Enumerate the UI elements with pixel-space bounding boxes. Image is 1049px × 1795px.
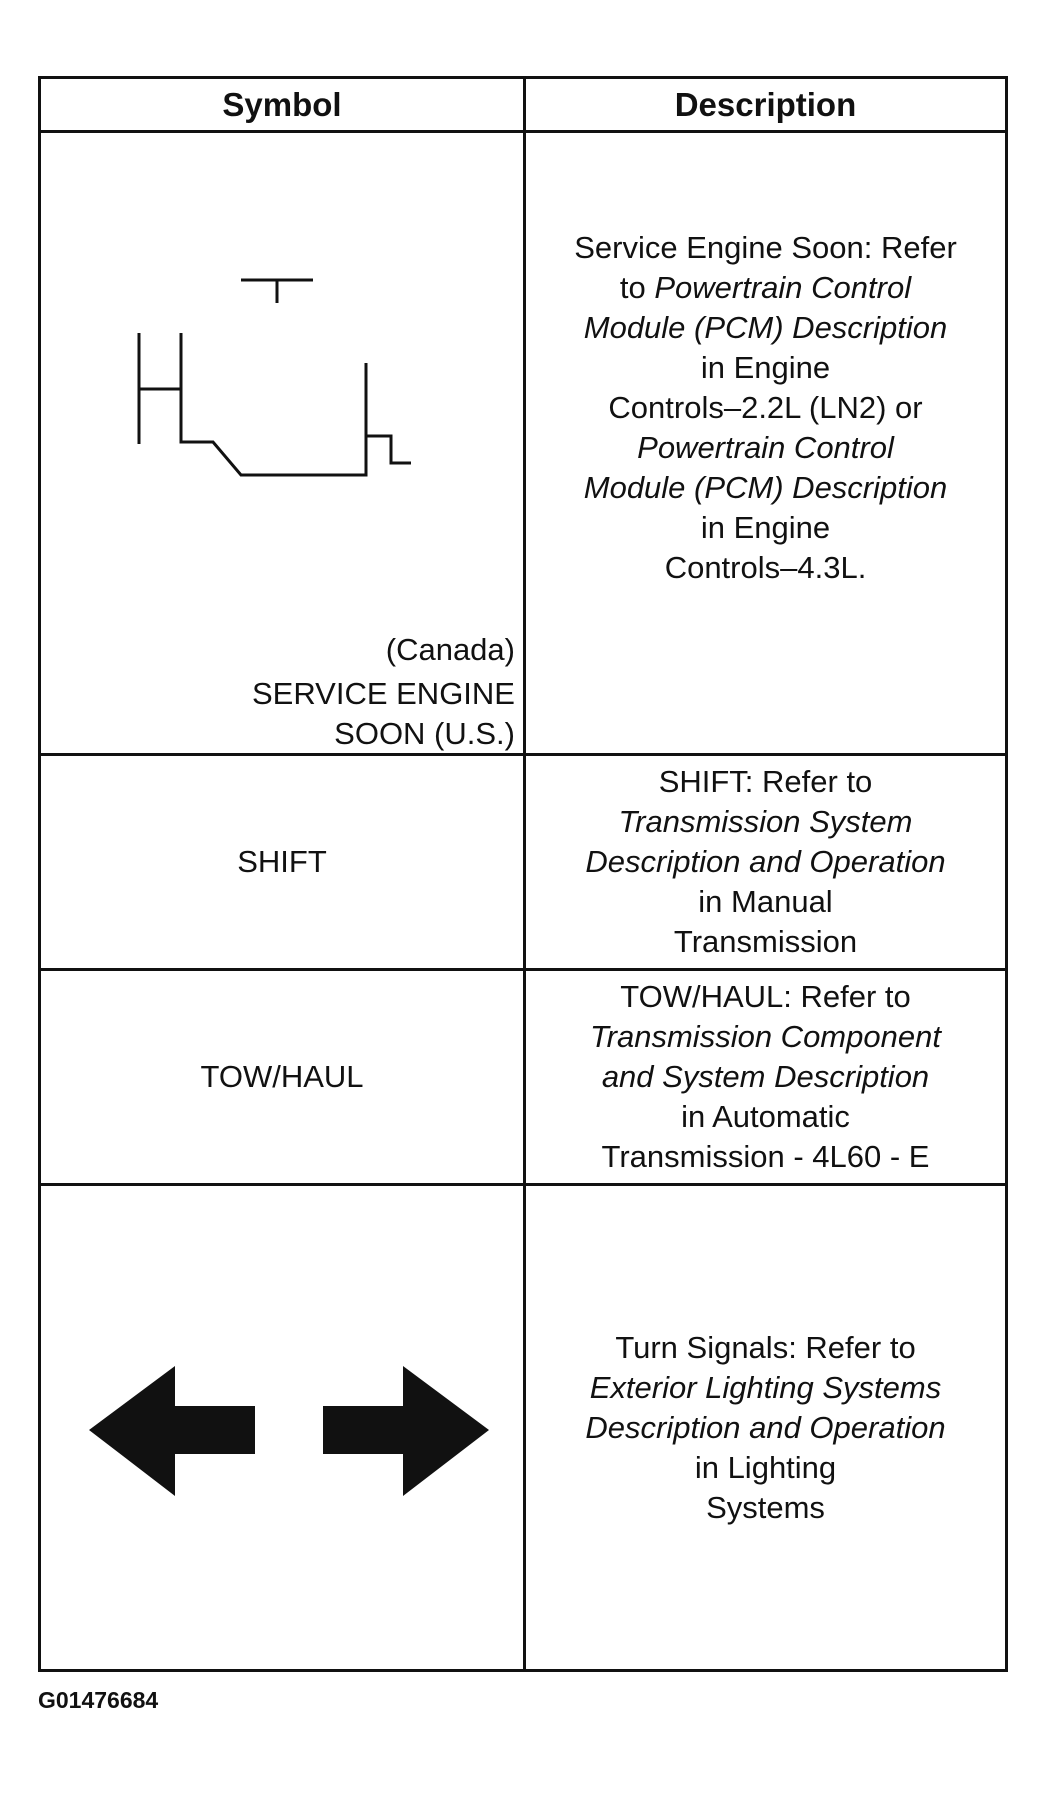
row-turn-signal-symbol <box>41 1186 523 1669</box>
desc-line: Description and Operation <box>585 844 946 879</box>
right-arrow-icon <box>323 1366 489 1496</box>
desc-line: in Engine <box>700 510 831 545</box>
row-towhaul-symbol: TOW/HAUL <box>200 1059 364 1094</box>
desc-line: Module (PCM) Description <box>583 310 948 345</box>
desc-line: Powertrain Control <box>637 430 894 465</box>
desc-line: SHIFT: Refer to <box>658 764 873 799</box>
desc-line: Systems <box>706 1489 825 1525</box>
desc-line: Module (PCM) Description <box>583 470 948 505</box>
desc-line <box>620 268 911 308</box>
desc-line: Transmission System <box>618 804 913 839</box>
engine-label-ses-line2: SOON (U.S.) <box>334 716 515 751</box>
desc-line: Service Engine Soon: Refer <box>574 230 957 265</box>
left-arrow-icon <box>89 1366 255 1496</box>
engine-symbol-labels <box>252 630 515 754</box>
turn-signal-arrows-icon <box>41 1186 523 1669</box>
engine-label-ses-line1: SERVICE ENGINE <box>251 676 515 711</box>
desc-line: Exterior Lighting Systems <box>589 1369 942 1405</box>
desc-line: Transmission <box>673 924 858 959</box>
desc-line: Controls–4.3L. <box>664 550 867 585</box>
row-engine-description <box>526 228 1005 594</box>
desc-line: Description and Operation <box>585 1409 946 1445</box>
indicator-table <box>38 76 1008 1672</box>
desc-line: in Automatic <box>681 1099 850 1134</box>
desc-line-part: Powertrain Control <box>654 270 912 305</box>
engine-label-canada: (Canada) <box>385 632 515 667</box>
desc-line: in Engine <box>700 350 831 385</box>
desc-line: and System Description <box>601 1059 930 1094</box>
desc-line: Transmission - 4L60 - E <box>601 1139 930 1174</box>
desc-line: in Lighting <box>694 1449 837 1485</box>
desc-line: TOW/HAUL: Refer to <box>620 979 911 1014</box>
row-towhaul-description <box>526 971 1005 1183</box>
desc-line: Turn Signals: Refer to <box>615 1329 916 1365</box>
header-symbol: Symbol <box>222 85 342 123</box>
desc-line-part: to <box>619 270 655 305</box>
row-shift-symbol: SHIFT <box>237 844 327 879</box>
desc-line: Controls–2.2L (LN2) or <box>608 390 923 425</box>
figure-id: G01476684 <box>38 1687 159 1713</box>
header-description: Description <box>674 85 857 123</box>
row-shift-description <box>526 756 1005 968</box>
row-turn-signal-description <box>526 1186 1005 1669</box>
desc-line: Transmission Component <box>590 1019 941 1054</box>
row-engine-symbol <box>41 133 523 753</box>
desc-line: in Manual <box>698 884 833 919</box>
